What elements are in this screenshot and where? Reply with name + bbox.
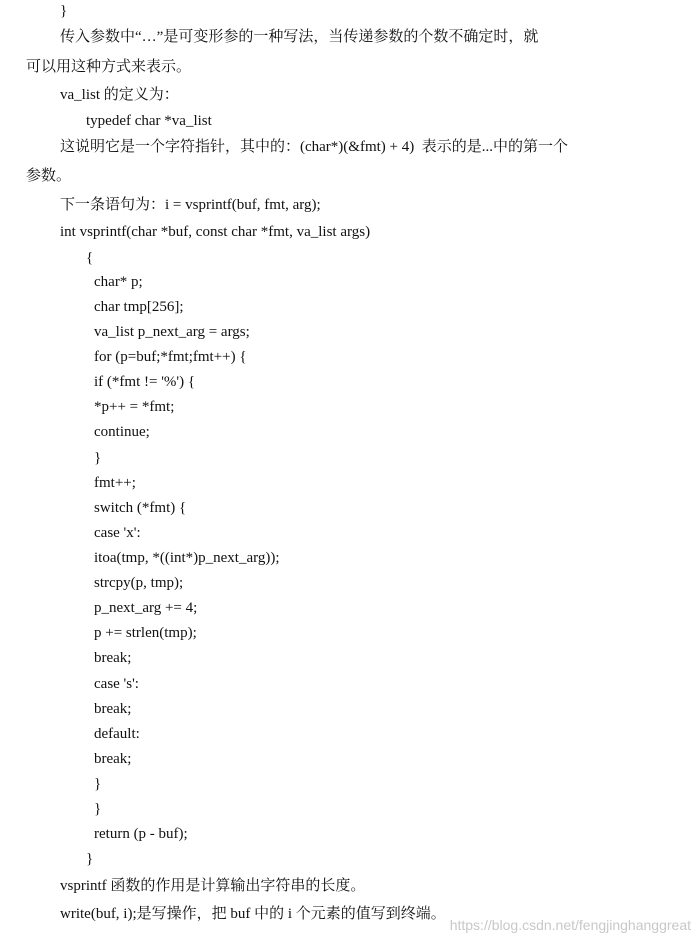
paragraph-line: 下一条语句为：i = vsprintf(buf, fmt, arg); [60, 197, 321, 213]
paragraph-line: 参数。 [26, 168, 72, 184]
code-line: } [94, 776, 102, 792]
code-line: switch (*fmt) { [94, 500, 187, 516]
code-line: p += strlen(tmp); [94, 625, 197, 641]
code-line: char* p; [94, 274, 143, 290]
code-line: typedef char *va_list [86, 113, 212, 129]
code-brace-close: } [60, 3, 68, 19]
code-line: break; [94, 650, 132, 666]
code-line: p_next_arg += 4; [94, 600, 198, 616]
code-line: } [94, 450, 102, 466]
code-line: char tmp[256]; [94, 299, 184, 315]
code-line: } [86, 851, 94, 867]
code-line: continue; [94, 424, 150, 440]
paragraph-line: 这说明它是一个字符指针，其中的：(char*)(&fmt) + 4) 表示的是...中的第一个 [60, 139, 568, 155]
code-line: *p++ = *fmt; [94, 399, 175, 415]
code-line: { [86, 250, 94, 266]
code-line: return (p - buf); [94, 826, 188, 842]
code-line: } [94, 801, 102, 817]
code-line: for (p=buf;*fmt;fmt++) { [94, 349, 247, 365]
paragraph-line: 可以用这种方式来表示。 [26, 59, 192, 75]
code-line: int vsprintf(char *buf, const char *fmt, va_list args) [60, 224, 371, 240]
paragraph-line: 传入参数中“…”是可变形参的一种写法，当传递参数的个数不确定时，就 [60, 29, 539, 45]
code-line: case 'x': [94, 525, 141, 541]
watermark-url: https://blog.csdn.net/fengjinghanggreat [449, 917, 691, 933]
code-line: if (*fmt != '%') { [94, 374, 196, 390]
code-line: break; [94, 701, 132, 717]
paragraph-line: vsprintf 函数的作用是计算输出字符串的长度。 [60, 878, 366, 894]
code-line: default: [94, 726, 140, 742]
code-line: strcpy(p, tmp); [94, 575, 184, 591]
paragraph-line: write(buf, i);是写操作，把 buf 中的 i 个元素的值写到终端。 [60, 906, 446, 922]
code-line: break; [94, 751, 132, 767]
code-line: va_list p_next_arg = args; [94, 324, 250, 340]
paragraph-line: va_list 的定义为： [60, 87, 179, 103]
code-line: fmt++; [94, 475, 136, 491]
code-line: itoa(tmp, *((int*)p_next_arg)); [94, 550, 280, 566]
code-line: case 's': [94, 676, 139, 692]
